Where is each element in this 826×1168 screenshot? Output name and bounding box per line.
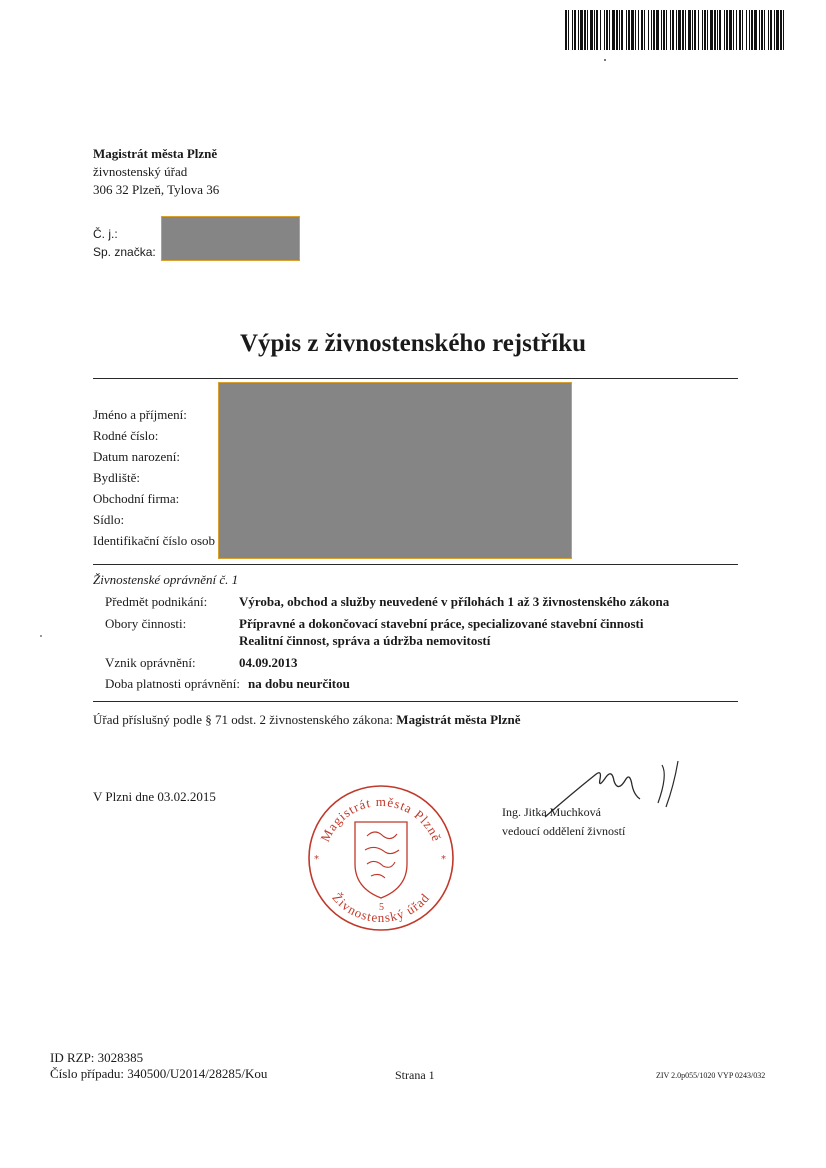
field-label: Jméno a příjmení: (93, 407, 187, 422)
barcode-bar (676, 10, 677, 50)
barcode-bar (628, 10, 630, 50)
issuer-block (93, 145, 219, 199)
barcode-bar (780, 10, 782, 50)
barcode-bar (783, 10, 784, 50)
barcode-bar (612, 10, 615, 50)
stamp-star: * (441, 854, 446, 865)
barcode-bar (717, 10, 718, 50)
barcode-bar (590, 10, 593, 50)
fields-value: Realitní činnost, správa a údržba nemovitostí (239, 633, 491, 648)
signer-name: Ing. Jitka Muchková (502, 805, 601, 819)
form-code: ZIV 2.0p055/1020 VYP 0243/032 (656, 1071, 766, 1080)
validity-value: na dobu neurčitou (248, 676, 350, 691)
barcode-bar (770, 10, 772, 50)
barcode-bar (644, 10, 645, 50)
case-number: Číslo případu: 340500/U2014/28285/Kou (50, 1066, 268, 1081)
barcode-bar (648, 10, 649, 50)
barcode-bar (751, 10, 753, 50)
divider (93, 378, 738, 379)
barcode-bar (714, 10, 716, 50)
official-stamp (305, 782, 457, 934)
barcode-bar (663, 10, 665, 50)
barcode-bar (587, 10, 588, 50)
barcode-bar (653, 10, 655, 50)
field-label: Sídlo: (93, 512, 125, 527)
rzp-id: ID RZP: 3028385 (50, 1050, 144, 1065)
department-name: živnostenský úřad (93, 164, 188, 179)
barcode (563, 10, 788, 52)
barcode-bar (702, 10, 703, 50)
barcode-bar (707, 10, 708, 50)
barcode-bar (619, 10, 620, 50)
barcode-bar (609, 10, 610, 50)
barcode-bar (739, 10, 741, 50)
validity-label: Doba platnosti oprávnění: (105, 676, 241, 691)
barcode-bar (776, 10, 779, 50)
barcode-bar (682, 10, 684, 50)
barcode-bar (604, 10, 605, 50)
barcode-bar (651, 10, 652, 50)
competent-office-line (93, 712, 520, 728)
barcode-bar (724, 10, 725, 50)
barcode-bar (606, 10, 608, 50)
barcode-bar (710, 10, 713, 50)
field-label: Datum narození: (93, 449, 180, 464)
barcode-bar (726, 10, 728, 50)
barcode-bar (733, 10, 734, 50)
barcode-bar (641, 10, 643, 50)
stamp-bottom-text: Živnostenský úřad (329, 889, 433, 926)
field-label: Obchodní firma: (93, 491, 180, 506)
barcode-bar (768, 10, 769, 50)
barcode-bar (572, 10, 573, 50)
barcode-bar (631, 10, 634, 50)
field-label: Rodné číslo: (93, 428, 159, 443)
divider (93, 701, 738, 702)
coat-of-arms-icon (355, 822, 407, 898)
stamp-number: 5 (379, 902, 384, 913)
scan-speck (40, 635, 42, 637)
place-date: V Plzni dne 03.02.2015 (93, 789, 216, 804)
barcode-bar (736, 10, 737, 50)
barcode-bar (638, 10, 639, 50)
barcode-bar (594, 10, 595, 50)
barcode-bar (704, 10, 706, 50)
barcode-bar (694, 10, 696, 50)
barcode-bar (688, 10, 691, 50)
barcode-bar (749, 10, 750, 50)
barcode-bar (759, 10, 760, 50)
barcode-bar (746, 10, 747, 50)
divider (93, 564, 738, 565)
office-address: 306 32 Plzeň, Tylova 36 (93, 182, 220, 197)
barcode-bar (621, 10, 623, 50)
sp-label: Sp. značka: (93, 245, 156, 259)
origin-value: 04.09.2013 (239, 655, 298, 670)
barcode-bar (565, 10, 567, 50)
redaction-personal-data (218, 382, 572, 559)
barcode-bar (635, 10, 636, 50)
barcode-bar (764, 10, 765, 50)
subject-label: Předmět podnikání: (105, 594, 208, 609)
barcode-bar (672, 10, 674, 50)
barcode-bar (742, 10, 743, 50)
subject-value: Výroba, obchod a služby neuvedené v přílohách 1 až 3 živnostenského zákona (239, 594, 670, 609)
footer-identifiers (50, 1050, 267, 1082)
barcode-bar (656, 10, 659, 50)
scan-speck (604, 59, 606, 61)
competent-office-text: Úřad příslušný podle § 71 odst. 2 živnostenského zákona: (93, 712, 394, 727)
barcode-bar (670, 10, 671, 50)
page-number: Strana 1 (395, 1068, 435, 1082)
barcode-bar (661, 10, 662, 50)
barcode-bar (616, 10, 618, 50)
signer-role: vedoucí oddělení živností (502, 824, 626, 838)
barcode-bar (666, 10, 667, 50)
person-fields (93, 404, 215, 551)
barcode-bar (754, 10, 757, 50)
barcode-bar (626, 10, 627, 50)
barcode-bar (574, 10, 576, 50)
competent-office-value: Magistrát města Plzně (396, 712, 521, 727)
barcode-bar (729, 10, 732, 50)
fields-value: Přípravné a dokončovací stavební práce, specializované stavební činnosti (239, 616, 644, 631)
field-label: Bydliště: (93, 470, 140, 485)
document-title: Výpis z živnostenského rejstříku (239, 330, 587, 357)
fields-label: Obory činnosti: (105, 616, 187, 631)
signer-block (502, 803, 625, 841)
barcode-bar (584, 10, 586, 50)
stamp-star: * (314, 854, 319, 865)
field-label: Identifikační číslo osob (93, 533, 216, 548)
office-name: Magistrát města Plzně (93, 146, 218, 161)
barcode-bar (698, 10, 699, 50)
stamp-top-text: Magistrát města Plzně (317, 793, 445, 845)
barcode-bar (692, 10, 693, 50)
origin-label: Vznik oprávnění: (105, 655, 196, 670)
redaction-reference (161, 216, 300, 261)
cj-label: Č. j.: (93, 227, 118, 241)
barcode-bar (774, 10, 775, 50)
barcode-bar (568, 10, 569, 50)
barcode-bar (578, 10, 579, 50)
barcode-bar (596, 10, 598, 50)
barcode-bar (685, 10, 686, 50)
barcode-bar (761, 10, 763, 50)
barcode-bar (719, 10, 721, 50)
authorization-title: Živnostenské oprávnění č. 1 (93, 572, 239, 587)
barcode-bar (600, 10, 601, 50)
barcode-bar (580, 10, 583, 50)
barcode-bar (678, 10, 681, 50)
